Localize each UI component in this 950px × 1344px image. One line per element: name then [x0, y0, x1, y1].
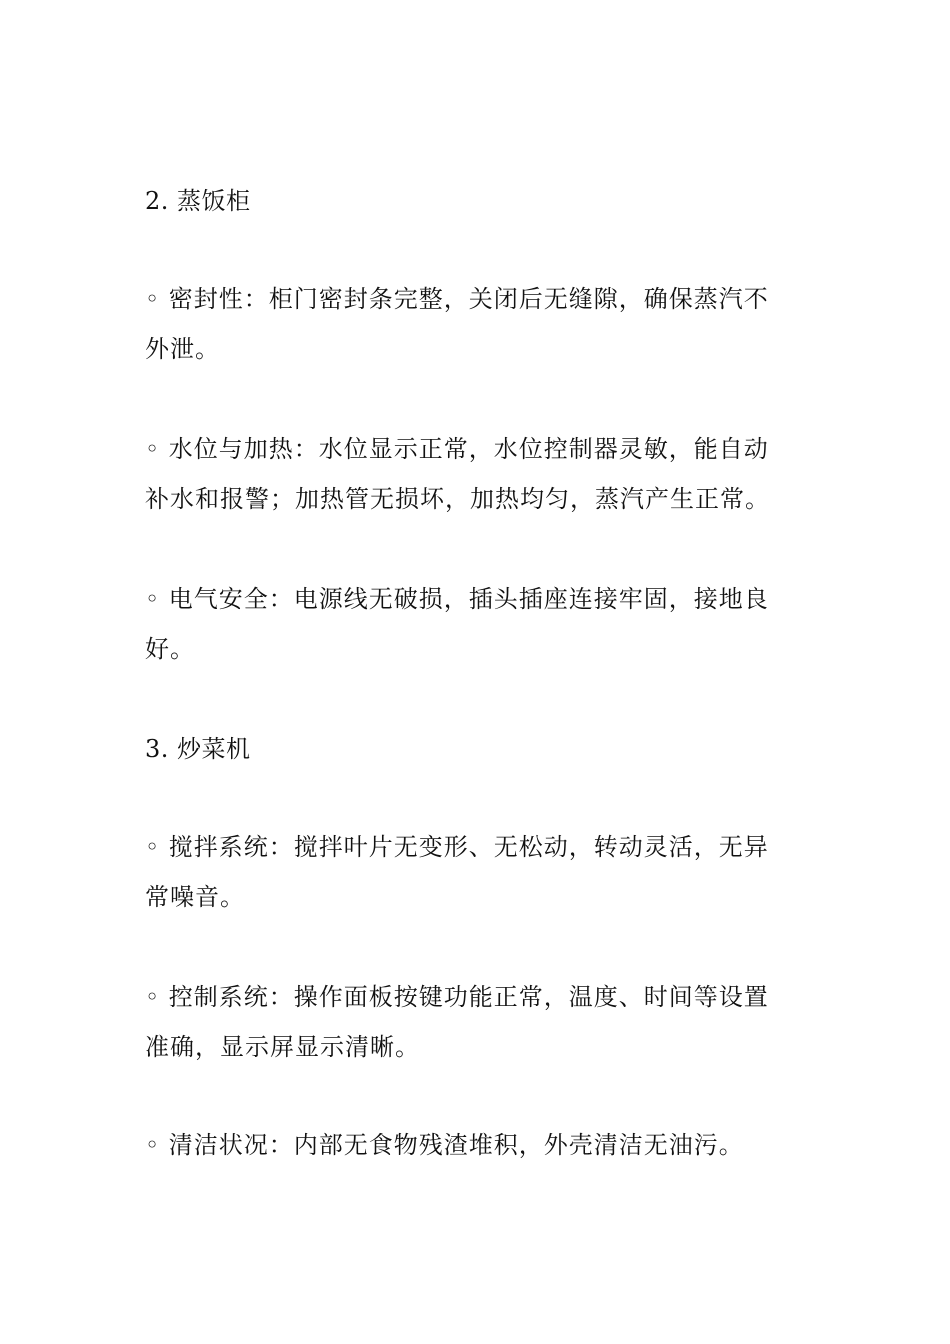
list-item-line: ◦ 密封性：柜门密封条完整，关闭后无缝隙，确保蒸汽不: [145, 285, 769, 313]
list-item-water-heating: [145, 424, 810, 524]
list-item-line: 好。: [145, 635, 195, 663]
list-item-cleanliness: [145, 1120, 810, 1170]
section-heading-steamer: 2. 蒸饭柜: [145, 187, 251, 215]
list-item-line: 外泄。: [145, 335, 220, 363]
list-item-line: ◦ 控制系统：操作面板按键功能正常，温度、时间等设置: [145, 983, 769, 1011]
list-item-line: ◦ 搅拌系统：搅拌叶片无变形、无松动，转动灵活，无异: [145, 833, 769, 861]
list-item-line: ◦ 水位与加热：水位显示正常，水位控制器灵敏，能自动: [145, 435, 769, 463]
list-item-stirring-system: [145, 822, 810, 922]
list-item-line: 补水和报警；加热管无损坏，加热均匀，蒸汽产生正常。: [145, 485, 770, 513]
list-item-control-system: [145, 972, 810, 1072]
list-item-line: ◦ 电气安全：电源线无破损，插头插座连接牢固，接地良: [145, 585, 769, 613]
list-item-seal: [145, 274, 810, 374]
list-item-line: 准确，显示屏显示清晰。: [145, 1033, 420, 1061]
list-item-line: 常噪音。: [145, 883, 245, 911]
list-item-line: ◦ 清洁状况：内部无食物残渣堆积，外壳清洁无油污。: [145, 1131, 744, 1159]
list-item-electrical-safety: [145, 574, 810, 674]
section-heading-stir-fry-machine: 3. 炒菜机: [145, 735, 251, 763]
